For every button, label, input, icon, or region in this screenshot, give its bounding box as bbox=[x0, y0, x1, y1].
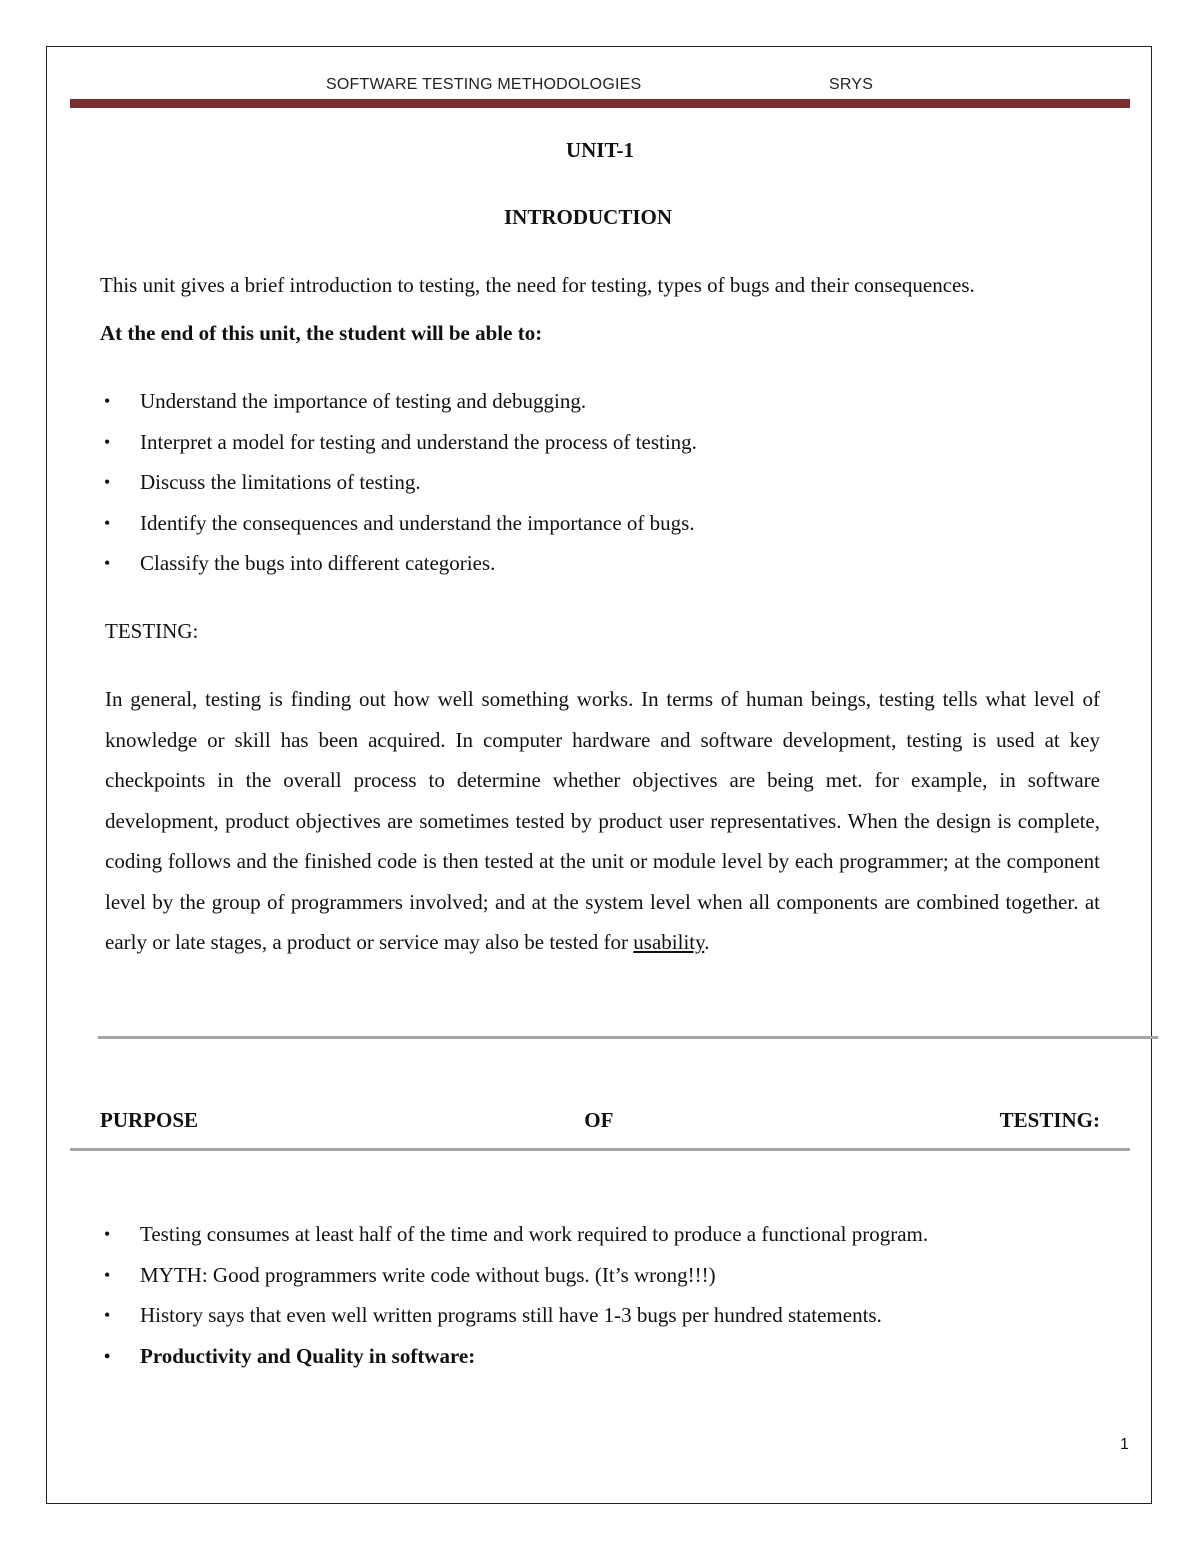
bullet-icon: • bbox=[104, 1305, 111, 1325]
purpose-heading: PURPOSE OF TESTING: bbox=[100, 1108, 1100, 1132]
running-header-author: SRYS bbox=[829, 76, 874, 93]
objectives-list bbox=[100, 381, 697, 584]
list-item: • Classify the bugs into different categories. bbox=[100, 543, 697, 584]
bullet-icon: • bbox=[104, 431, 111, 452]
intro-text: This unit gives a brief introduction to testing, the need for testing, types of bugs and their consequences. bbox=[100, 273, 975, 297]
objectives-heading: At the end of this unit, the student will be able to: bbox=[100, 321, 543, 345]
list-item: • History says that even well written programs still have 1-3 bugs per hundred statements. bbox=[100, 1295, 928, 1336]
list-item: • Interpret a model for testing and understand the process of testing. bbox=[100, 422, 697, 463]
testing-paragraph: In general, testing is finding out how well something works. In terms of human beings, testing tells what level of knowledge or skill has been acquired. In computer hardware and software development, testing is used at key checkpoints in the overall process to determine whether objectives are being met. for example, in software development, product objectives are sometimes tested by product user representatives. When the design is complete, coding follows and the finished code is then tested at the unit or module level by each programmer; at the component level by the group of programmers involved; and at the system level when all components are combined together. at early or late stages, a product or service may also be tested for usability. bbox=[105, 687, 1100, 954]
usability-link[interactable]: usability bbox=[633, 930, 705, 954]
bullet-icon: • bbox=[104, 1264, 111, 1285]
header-rule bbox=[70, 99, 1130, 108]
page-number: 1 bbox=[1120, 1436, 1129, 1453]
unit-heading: UNIT-1 bbox=[565, 138, 635, 162]
section-divider bbox=[98, 1036, 1158, 1039]
list-item: • Discuss the limitations of testing. bbox=[100, 462, 697, 503]
list-item: • Testing consumes at least half of the time and work required to produce a functional program. bbox=[100, 1214, 928, 1255]
testing-heading: TESTING: bbox=[105, 619, 199, 643]
list-item: • Productivity and Quality in software: bbox=[100, 1336, 928, 1377]
bullet-icon: • bbox=[104, 1345, 111, 1366]
bullet-icon: • bbox=[104, 472, 111, 492]
section-heading: INTRODUCTION bbox=[503, 205, 673, 229]
purpose-underline-rule bbox=[70, 1148, 1130, 1151]
purpose-list bbox=[100, 1214, 928, 1376]
list-item: • MYTH: Good programmers write code without bugs. (It’s wrong!!!) bbox=[100, 1255, 928, 1296]
list-item: • Understand the importance of testing and debugging. bbox=[100, 381, 697, 422]
running-header-title: SOFTWARE TESTING METHODOLOGIES bbox=[326, 76, 642, 93]
bullet-icon: • bbox=[104, 553, 111, 573]
bullet-icon: • bbox=[104, 391, 111, 411]
bullet-icon: • bbox=[104, 1224, 111, 1244]
list-item: • Identify the consequences and understand the importance of bugs. bbox=[100, 503, 697, 544]
bullet-icon: • bbox=[104, 512, 111, 533]
